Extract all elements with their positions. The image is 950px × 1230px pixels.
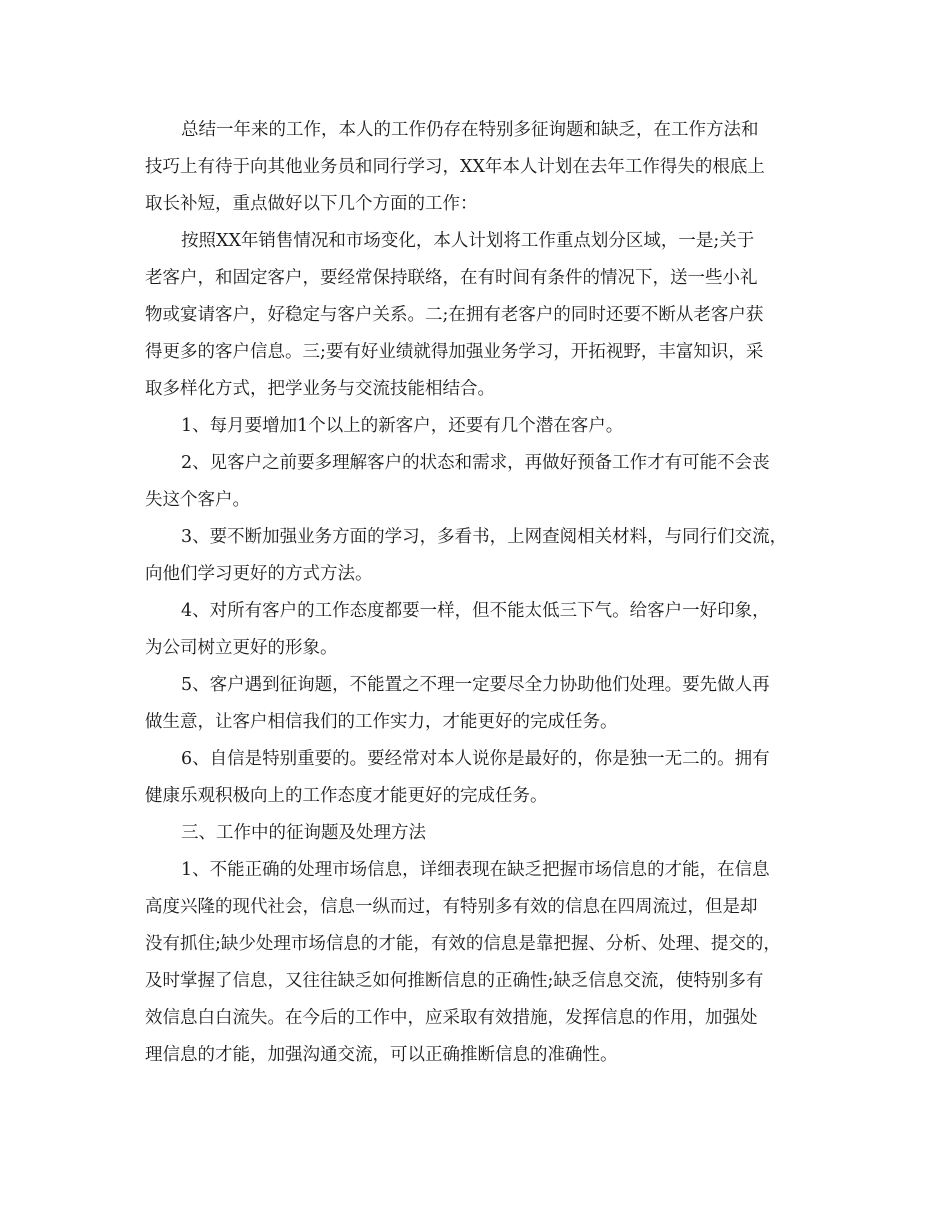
list-item-2-line-1: 2、见客户之前要多理解客户的状态和需求，再做好预备工作才有可能不会丧 — [181, 453, 770, 473]
paragraph-plan-line-4: 得更多的客户信息。三;要有好业绩就得加强业务学习，开拓视野，丰富知识，采 — [145, 342, 764, 362]
section-heading-3: 三、工作中的征询题及处理方法 — [181, 823, 426, 843]
problem-1-line-1: 1、不能正确的处理市场信息，详细表现在缺乏把握市场信息的才能，在信息 — [181, 860, 770, 880]
problem-1-line-2: 高度兴隆的现代社会，信息一纵而过，有特别多有效的信息在四周流过，但是却 — [145, 897, 758, 917]
problem-1-line-3: 没有抓住;缺少处理市场信息的才能，有效的信息是靠把握、分析、处理、提交的， — [145, 934, 781, 954]
list-item-4-line-1: 4、对所有客户的工作态度都要一样，但不能太低三下气。给客户一好印象， — [181, 601, 770, 621]
list-item-4-line-2: 为公司树立更好的形象。 — [145, 638, 338, 658]
list-item-3-line-1: 3、要不断加强业务方面的学习，多看书，上网查阅相关材料，与同行们交流， — [181, 527, 788, 547]
list-item-6-line-2: 健康乐观积极向上的工作态度才能更好的完成任务。 — [145, 786, 548, 806]
paragraph-summary-line-1: 总结一年来的工作，本人的工作仍存在特别多征询题和缺乏，在工作方法和 — [181, 120, 759, 140]
paragraph-plan-line-2: 老客户，和固定客户，要经常保持联络，在有时间有条件的情况下，送一些小礼 — [145, 268, 758, 288]
paragraph-plan-line-1: 按照XX年销售情况和市场变化，本人计划将工作重点划分区域，一是;关于 — [181, 231, 755, 251]
list-item-1-line-1: 1、每月要增加1个以上的新客户，还要有几个潜在客户。 — [181, 416, 624, 436]
list-item-5-line-1: 5、客户遇到征询题，不能置之不理一定要尽全力协助他们处理。要先做人再 — [181, 675, 770, 695]
problem-1-line-5: 效信息白白流失。在今后的工作中，应采取有效措施，发挥信息的作用，加强处 — [145, 1008, 758, 1028]
problem-1-line-6: 理信息的才能，加强沟通交流，可以正确推断信息的准确性。 — [145, 1045, 618, 1065]
paragraph-summary-line-2: 技巧上有待于向其他业务员和同行学习，XX年本人计划在去年工作得失的根底上 — [145, 157, 765, 177]
list-item-5-line-2: 做生意，让客户相信我们的工作实力，才能更好的完成任务。 — [145, 712, 618, 732]
paragraph-plan-line-3: 物或宴请客户，好稳定与客户关系。二;在拥有老客户的同时还要不断从老客户获 — [145, 305, 764, 325]
paragraph-plan-line-5: 取多样化方式，把学业务与交流技能相结合。 — [145, 379, 495, 399]
list-item-2-line-2: 失这个客户。 — [145, 490, 250, 510]
list-item-3-line-2: 向他们学习更好的方式方法。 — [145, 564, 373, 584]
paragraph-summary-line-3: 取长补短，重点做好以下几个方面的工作： — [145, 194, 478, 214]
list-item-6-line-1: 6、自信是特别重要的。要经常对本人说你是最好的，你是独一无二的。拥有 — [181, 749, 770, 769]
problem-1-line-4: 及时掌握了信息，又往往缺乏如何推断信息的正确性;缺乏信息交流，使特别多有 — [145, 971, 764, 991]
